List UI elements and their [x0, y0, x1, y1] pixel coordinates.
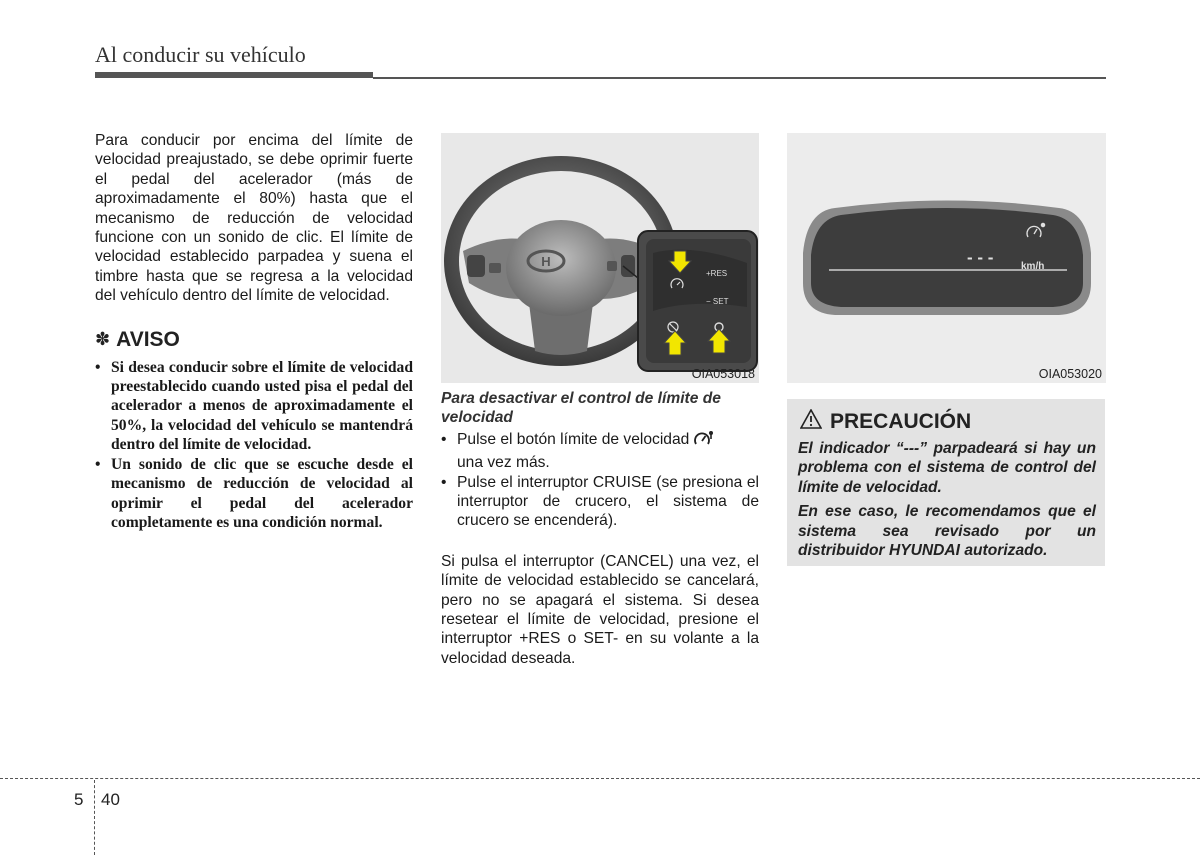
asterisk-icon: ✽	[95, 329, 111, 350]
set-label: − SET	[706, 297, 729, 306]
section-caption: Para desactivar el control de límite de velocidad	[441, 390, 721, 427]
caution-title: PRECAUCIÓN	[830, 410, 972, 433]
caution-heading	[800, 409, 1096, 435]
lcd-screen	[811, 208, 1083, 307]
footer-rule	[0, 778, 1200, 779]
column-left	[95, 131, 413, 532]
cluster-display-figure	[787, 133, 1106, 383]
cancel-paragraph: Si pulsa el interruptor (CANCEL) una vez, el límite de velocidad establecido se cancelará, pero no se apagará el sistema. Si desea resetear el límite de velocidad, presione el interruptor +RES o SET- en su volante a la velocidad deseada.	[441, 552, 759, 667]
unit-text: km/h	[1021, 261, 1045, 272]
steering-wheel-figure	[441, 133, 759, 383]
limit-value-text: - - -	[967, 248, 994, 267]
figure-code: OIA053018	[691, 367, 755, 381]
aviso-title: AVISO	[116, 327, 180, 351]
cluster-display-illustration	[787, 133, 1106, 383]
figure-code: OIA053020	[1038, 367, 1102, 381]
aviso-item: • Un sonido de clic que se escuche desde el mecanismo de reducción de velocidad al oprimir el pedal del acelerador completamente es una condición normal.	[95, 455, 413, 531]
caution-paragraph: En ese caso, le recomendamos que el sistema sea revisado por un distribuidor HYUNDAI autorizado.	[798, 503, 1096, 560]
aviso-list	[95, 358, 413, 533]
caution-paragraph: El indicador “---” parpadeará si hay un problema con el sistema de control del límite de velocidad.	[798, 440, 1096, 496]
page-number: 40	[101, 790, 120, 809]
header-rule-thick	[95, 72, 373, 78]
steering-wheel-illustration	[441, 133, 759, 383]
list-item: • Pulse el botón límite de velocidad una vez más.	[441, 430, 759, 473]
chapter-number: 5	[74, 790, 84, 809]
speed-limit-icon	[693, 430, 713, 453]
res-label: +RES	[706, 269, 728, 278]
column-middle	[441, 389, 759, 668]
header-rule-thin	[373, 77, 1106, 79]
svg-text:H: H	[541, 254, 551, 269]
list-item: • Pulse el interruptor CRUISE (se presiona el interruptor de crucero, el sistema de crucero se encenderá).	[441, 473, 759, 530]
intro-paragraph: Para conducir por encima del límite de velocidad preajustado, se debe oprimir fuerte el pedal del acelerador (más de aproximadamente el 80%) hasta que el mecanismo de reducción de velocidad funcione con un sonido de clic. El límite de velocidad establecido parpadea y suena el timbre hasta que se regresa a la velocidad del vehículo dentro del límite de velocidad.	[95, 132, 413, 305]
deactivate-steps	[441, 430, 759, 531]
aviso-heading	[95, 328, 413, 352]
aviso-item: • Si desea conducir sobre el límite de velocidad preestablecido cuando usted pisa el pedal del acelerador a menos de aproximadamente el 50%, la velocidad del vehículo se mantendrá dentro del límite de velocidad.	[95, 358, 413, 454]
caution-box	[787, 399, 1105, 566]
footer-divider	[94, 780, 95, 855]
warning-triangle-icon	[800, 409, 822, 435]
page-header-title: Al conducir su vehículo	[95, 42, 306, 67]
